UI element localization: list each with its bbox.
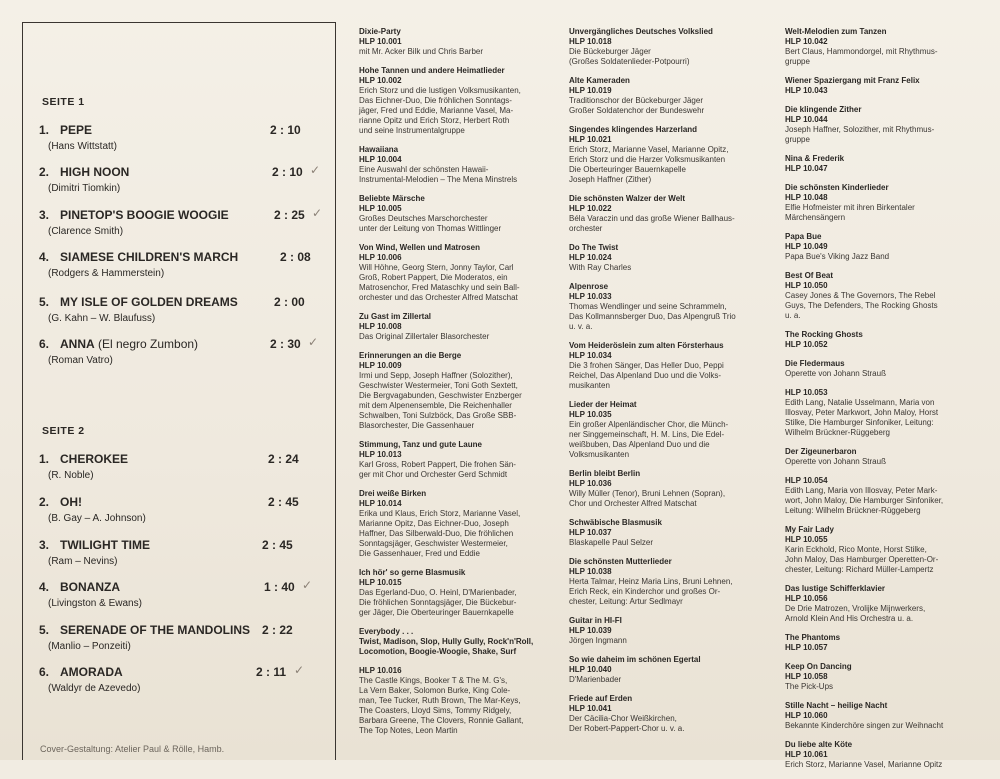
catalog-entry [785, 154, 990, 174]
track-composer: (Roman Vatro) [48, 355, 113, 366]
catalog-entry [359, 489, 559, 559]
catalog-entry [359, 351, 559, 431]
track-s2-1 [22, 452, 336, 488]
track-number: 6. [39, 337, 50, 351]
album-description: Erich Storz und die lustigen Volksmusikanten, [359, 86, 521, 95]
album-description: La Vern Baker, Solomon Burke, King Cole- [359, 686, 511, 695]
album-description: Der Robert-Pappert-Chor u. v. a. [569, 724, 685, 733]
album-description: Will Höhne, Georg Stern, Jonny Taylor, Carl [359, 263, 514, 272]
album-description: Schwalben, Toni Sulzböck, Das Große SBB- [359, 411, 517, 420]
catalog-entry [569, 282, 774, 332]
album-description: Großer Soldatenchor der Bundeswehr [569, 106, 705, 115]
album-title: Keep On Dancing [785, 662, 852, 671]
album-description: Bert Claus, Hammondorgel, mit Rhythmus- [785, 47, 938, 56]
catalog-entry [569, 469, 774, 509]
catalog-number: HLP 10.055 [785, 535, 828, 544]
album-description: chester, Leitung: Richard Müller-Lampertz [785, 565, 934, 574]
catalog-entry [785, 76, 990, 96]
catalog-entry [359, 145, 559, 185]
track-s1-4 [22, 250, 336, 286]
album-description: rianne Opitz und Erich Storz, Herbert Roth [359, 116, 510, 125]
album-description: The Pick-Ups [785, 682, 834, 691]
catalog-number: HLP 10.058 [785, 672, 828, 681]
catalog-number: HLP 10.002 [359, 76, 402, 85]
catalog-entry [569, 341, 774, 391]
track-composer: (Manlio – Ponzeiti) [48, 641, 131, 652]
track-composer: (Ram – Nevins) [48, 556, 118, 567]
handwritten-check-icon: ✓ [294, 663, 305, 677]
catalog-column-1 [359, 27, 559, 745]
catalog-entry [359, 66, 559, 136]
album-title: Lieder der Heimat [569, 400, 637, 409]
album-description: Arnold Klein And His Orchestra u. a. [785, 614, 914, 623]
track-title: PINETOP'S BOOGIE WOOGIE [60, 208, 229, 222]
catalog-number: HLP 10.009 [359, 361, 402, 370]
album-description: Traditionschor der Bückeburger Jäger [569, 96, 703, 105]
handwritten-check-icon: ✓ [302, 578, 313, 592]
album-title: Unvergängliches Deutsches Volkslied [569, 27, 713, 36]
album-title: Die Fledermaus [785, 359, 845, 368]
album-description: The Coasters, Lloyd Sims, Tommy Ridgely, [359, 706, 512, 715]
album-description: Groß, Robert Pappert, Die Moderatos, ein [359, 273, 508, 282]
album-description: Illosvay, Peter Markwort, John Maloy, Horst [785, 408, 939, 417]
album-description: Thomas Wendlinger und seine Schrammeln, [569, 302, 727, 311]
track-s2-3 [22, 538, 336, 574]
album-description: Blaskapelle Paul Selzer [569, 538, 654, 547]
album-description: Chor und Orchester Alfred Matschat [569, 499, 697, 508]
album-title: Alpenrose [569, 282, 609, 291]
catalog-number: HLP 10.033 [569, 292, 612, 301]
track-s1-5 [22, 295, 336, 331]
album-title: The Rocking Ghosts [785, 330, 863, 339]
catalog-number: HLP 10.022 [569, 204, 612, 213]
catalog-column-3 [785, 27, 990, 779]
album-description: Operette von Johann Strauß [785, 369, 886, 378]
track-title: HIGH NOON [60, 165, 130, 179]
album-description: jäger, Fred und Eddie, Marianne Vasel, Ma- [359, 106, 514, 115]
album-description: Stilke, Die Hamburger Sinfoniker, Leitung: [785, 418, 934, 427]
catalog-number: HLP 10.001 [359, 37, 402, 46]
catalog-entry [785, 27, 990, 67]
catalog-number: HLP 10.016 [359, 666, 402, 675]
catalog-entry [785, 740, 990, 770]
album-description: Sonntagsjäger, Geschwister Westermeier, [359, 539, 508, 548]
track-time: 2 : 22 [262, 623, 293, 637]
track-number: 6. [39, 665, 50, 679]
track-s1-1 [22, 123, 336, 159]
album-title: Stille Nacht – heilige Nacht [785, 701, 888, 710]
catalog-entry [785, 105, 990, 145]
album-title: Ich hör' so gerne Blasmusik [359, 568, 466, 577]
album-description: Papa Bue's Viking Jazz Band [785, 252, 890, 261]
catalog-number: HLP 10.050 [785, 281, 828, 290]
track-s1-3 [22, 208, 336, 244]
track-s1-6 [22, 337, 336, 373]
catalog-number: HLP 10.015 [359, 578, 402, 587]
catalog-entry [785, 633, 990, 653]
track-title: OH! [60, 495, 82, 509]
album-title: Hohe Tannen und andere Heimatlieder [359, 66, 505, 75]
album-description: u. a. [785, 311, 801, 320]
album-title: So wie daheim im schönen Egertal [569, 655, 701, 664]
catalog-number: HLP 10.038 [569, 567, 612, 576]
catalog-entry [359, 440, 559, 480]
catalog-entry [785, 662, 990, 692]
catalog-number: HLP 10.034 [569, 351, 612, 360]
album-title: Die schönsten Kinderlieder [785, 183, 889, 192]
album-description: Béla Varaczin und das große Wiener Ballhaus- [569, 214, 735, 223]
catalog-number: HLP 10.044 [785, 115, 828, 124]
album-description: Der Cäcilia-Chor Weißkirchen, [569, 714, 677, 723]
album-title: Twist, Madison, Slop, Hully Gully, Rock'n'Roll, [359, 637, 534, 646]
track-title: BONANZA [60, 580, 120, 594]
catalog-number: HLP 10.040 [569, 665, 612, 674]
album-description: Bekannte Kinderchöre singen zur Weihnacht [785, 721, 944, 730]
catalog-entry [785, 232, 990, 262]
track-s1-2 [22, 165, 336, 201]
album-description: Marianne Opitz, Das Eichner-Duo, Joseph [359, 519, 509, 528]
track-time: 2 : 25 [274, 208, 305, 222]
track-time: 2 : 45 [268, 495, 299, 509]
track-s2-4 [22, 580, 336, 616]
track-time: 2 : 08 [280, 250, 311, 264]
catalog-entry [569, 655, 774, 685]
track-title: PEPE [60, 123, 93, 137]
album-title: Du liebe alte Köte [785, 740, 853, 749]
catalog-entry [569, 125, 774, 185]
catalog-entry [359, 666, 559, 736]
album-description: Edith Lang, Natalie Usselmann, Maria von [785, 398, 935, 407]
album-title: Do The Twist [569, 243, 619, 252]
track-composer: (Hans Wittstatt) [48, 141, 117, 152]
track-time: 2 : 11 [256, 665, 287, 679]
track-composer: (R. Noble) [48, 470, 94, 481]
catalog-number: HLP 10.043 [785, 86, 828, 95]
album-description: weißbuben, Das Alpenland Duo und die [569, 440, 710, 449]
track-time: 2 : 24 [268, 452, 299, 466]
album-title: Die klingende Zither [785, 105, 862, 114]
album-description: Herta Talmar, Heinz Maria Lins, Bruni Lehnen, [569, 577, 733, 586]
album-description: Erich Storz, Marianne Vasel, Marianne Opitz, [569, 145, 729, 154]
catalog-entry [569, 557, 774, 607]
track-time: 2 : 30 [270, 337, 301, 351]
album-title: Papa Bue [785, 232, 822, 241]
catalog-number: HLP 10.019 [569, 86, 612, 95]
album-description: Edith Lang, Maria von Illosvay, Peter Mark- [785, 486, 938, 495]
catalog-number: HLP 10.053 [785, 388, 828, 397]
album-description: Reichel, Das Alpenland Duo und die Volks- [569, 371, 722, 380]
track-composer: (Dimitri Tiomkin) [48, 183, 121, 194]
album-description: man, Tee Tucker, Ruth Brown, The Mar-Keys, [359, 696, 521, 705]
album-title: Die schönsten Walzer der Welt [569, 194, 686, 203]
catalog-number: HLP 10.048 [785, 193, 828, 202]
track-composer: (Rodgers & Hammerstein) [48, 268, 165, 279]
track-s2-5 [22, 623, 336, 659]
album-title: The Phantoms [785, 633, 841, 642]
catalog-entry [569, 694, 774, 734]
track-time: 2 : 00 [274, 295, 305, 309]
catalog-entry [785, 701, 990, 731]
album-description: ner Singgemeinschaft, H. M. Lins, Die Edel- [569, 430, 725, 439]
album-description: Erika und Klaus, Erich Storz, Marianne Vasel, [359, 509, 521, 518]
album-title: Alte Kameraden [569, 76, 630, 85]
catalog-entry [785, 183, 990, 223]
album-description: Die fröhlichen Sonntagsjäger, Die Bückebur- [359, 598, 517, 607]
track-title: MY ISLE OF GOLDEN DREAMS [60, 295, 238, 309]
track-title: CHEROKEE [60, 452, 129, 466]
track-s2-2 [22, 495, 336, 531]
album-description: ger Jäger, Die Oberteuringer Bauernkapelle [359, 608, 514, 617]
album-description: Karl Gross, Robert Pappert, Die frohen Sän- [359, 460, 516, 469]
track-composer: (Clarence Smith) [48, 226, 124, 237]
album-title: Welt-Melodien zum Tanzen [785, 27, 887, 36]
album-description: unter der Leitung von Thomas Wittlinger [359, 224, 502, 233]
catalog-entry [569, 194, 774, 234]
track-title: AMORADA [60, 665, 123, 679]
catalog-number: HLP 10.061 [785, 750, 828, 759]
track-number: 5. [39, 295, 50, 309]
album-title: Schwäbische Blasmusik [569, 518, 662, 527]
album-description: Leitung: Wilhelm Brückner-Rüggeberg [785, 506, 921, 515]
album-description: Joseph Haffner, Solozither, mit Rhythmus- [785, 125, 935, 134]
album-title: Nina & Frederik [785, 154, 845, 163]
catalog-entry [569, 76, 774, 116]
album-description: Willy Müller (Tenor), Bruni Lehnen (Sopran), [569, 489, 726, 498]
catalog-entry [785, 476, 990, 516]
catalog-entry [785, 525, 990, 575]
catalog-number: HLP 10.021 [569, 135, 612, 144]
catalog-entry [359, 194, 559, 234]
track-number: 1. [39, 452, 50, 466]
track-composer: (G. Kahn – W. Blaufuss) [48, 313, 156, 324]
album-description: Casey Jones & The Governors, The Rebel [785, 291, 936, 300]
album-description: mit Mr. Acker Bilk und Chris Barber [359, 47, 484, 56]
album-description: Volksmusikanten [569, 450, 630, 459]
catalog-entry [785, 447, 990, 467]
album-title: Guitar in HI-FI [569, 616, 622, 625]
track-title: ANNA (El negro Zumbon) [60, 337, 199, 351]
handwritten-check-icon: ✓ [310, 163, 321, 177]
album-description: ger mit Chor und Orchester Gerd Schmidt [359, 470, 508, 479]
catalog-number: HLP 10.036 [569, 479, 612, 488]
catalog-entry [359, 27, 559, 57]
album-description: Irmi und Sepp, Joseph Haffner (Solozither), [359, 371, 513, 380]
catalog-number: HLP 10.049 [785, 242, 828, 251]
track-composer: (B. Gay – A. Johnson) [48, 513, 146, 524]
catalog-number: HLP 10.013 [359, 450, 402, 459]
album-title: Wiener Spaziergang mit Franz Felix [785, 76, 920, 85]
album-description: Instrumental-Melodien – The Mena Minstrels [359, 175, 518, 184]
album-description: John Maloy, Das Hamburger Operetten-Or- [785, 555, 939, 564]
album-title: Beliebte Märsche [359, 194, 425, 203]
handwritten-check-icon: ✓ [312, 206, 323, 220]
catalog-number: HLP 10.035 [569, 410, 612, 419]
catalog-number: HLP 10.014 [359, 499, 402, 508]
catalog-entry [785, 359, 990, 379]
track-number: 2. [39, 495, 50, 509]
album-description: Guys, The Defenders, The Rocking Ghosts [785, 301, 938, 310]
album-description: Elfie Hofmeister mit ihren Birkentaler [785, 203, 915, 212]
side-2-title: SEITE 2 [42, 425, 85, 437]
album-description: orchester [569, 224, 603, 233]
catalog-number: HLP 10.052 [785, 340, 828, 349]
catalog-number: HLP 10.024 [569, 253, 612, 262]
track-time: 2 : 45 [262, 538, 293, 552]
album-description: gruppe [785, 57, 810, 66]
track-number: 3. [39, 538, 50, 552]
album-description: (Großes Soldatenlieder-Potpourri) [569, 57, 690, 66]
catalog-number: HLP 10.004 [359, 155, 402, 164]
album-description: With Ray Charles [569, 263, 632, 272]
track-composer: (Waldyr de Azevedo) [48, 683, 141, 694]
album-description: Die Bückeburger Jäger [569, 47, 651, 56]
album-description: u. v. a. [569, 322, 593, 331]
album-description: Geschwister Westermeier, Toni Goth Sextett, [359, 381, 518, 390]
album-title: Drei weiße Birken [359, 489, 427, 498]
album-description: Barbara Greene, The Clovers, Ronnie Gallant, [359, 716, 524, 725]
album-title: Der Zigeunerbaron [785, 447, 857, 456]
album-description: Das Egerland-Duo, O. Heinl, D'Marienbader, [359, 588, 517, 597]
album-description: Das Eichner-Duo, Die fröhlichen Sonntags- [359, 96, 512, 105]
track-title: SERENADE OF THE MANDOLINS [60, 623, 251, 637]
catalog-number: HLP 10.039 [569, 626, 612, 635]
track-number: 1. [39, 123, 50, 137]
catalog-number: HLP 10.047 [785, 164, 828, 173]
album-description: Erich Storz und die Harzer Volksmusikanten [569, 155, 726, 164]
catalog-entry [569, 400, 774, 460]
track-s2-6 [22, 665, 336, 701]
album-description: wort, John Maloy, Die Hamburger Sinfoniker, [785, 496, 944, 505]
catalog-entry [569, 243, 774, 273]
catalog-number: HLP 10.042 [785, 37, 828, 46]
album-title: Vom Heideröslein zum alten Försterhaus [569, 341, 724, 350]
album-description: Jörgen Ingmann [569, 636, 627, 645]
track-title: SIAMESE CHILDREN'S MARCH [60, 250, 239, 264]
catalog-number: Locomotion, Boogie-Woogie, Shake, Surf [359, 647, 517, 656]
album-description: Die Oberteuringer Bauernkapelle [569, 165, 686, 174]
album-description: Märchensängern [785, 213, 846, 222]
track-number: 4. [39, 580, 50, 594]
album-description: Matrosenchor, Fred Mataschky und sein Ball- [359, 283, 520, 292]
catalog-entry [359, 627, 559, 637]
track-number: 4. [39, 250, 50, 264]
album-description: mit dem Alpenensemble, Die Reichenhaller [359, 401, 512, 410]
catalog-entry [785, 271, 990, 321]
catalog-number: HLP 10.018 [569, 37, 612, 46]
album-description: Das Kollmannsberger Duo, Das Alpengruß Trio [569, 312, 736, 321]
catalog-column-2 [569, 27, 774, 743]
album-title: Singendes klingendes Harzerland [569, 125, 698, 134]
album-description: chester, Leitung: Artur Sedlmayr [569, 597, 683, 606]
catalog-number: HLP 10.054 [785, 476, 828, 485]
album-title: Von Wind, Wellen und Matrosen [359, 243, 480, 252]
album-title: Friede auf Erden [569, 694, 633, 703]
track-title: TWILIGHT TIME [60, 538, 150, 552]
album-title: Das lustige Schifferklavier [785, 584, 886, 593]
track-number: 2. [39, 165, 50, 179]
album-description: Eine Auswahl der schönsten Hawaii- [359, 165, 489, 174]
catalog-entry [785, 388, 990, 438]
handwritten-check-icon: ✓ [308, 335, 319, 349]
catalog-entry [359, 243, 559, 303]
catalog-entry [569, 518, 774, 548]
album-title: Dixie-Party [359, 27, 401, 36]
track-time: 1 : 40 [264, 580, 295, 594]
catalog-number: HLP 10.037 [569, 528, 612, 537]
album-description: De Drie Matrozen, Vrolijke Mijnwerkers, [785, 604, 926, 613]
album-description: und seine Instrumentalgruppe [359, 126, 465, 135]
track-number: 3. [39, 208, 50, 222]
catalog-entry [359, 637, 559, 657]
album-title: Berlin bleibt Berlin [569, 469, 641, 478]
album-description: Die Bergvagabunden, Geschwister Enzberger [359, 391, 522, 400]
album-title: Zu Gast im Zillertal [359, 312, 432, 321]
catalog-entry [785, 584, 990, 624]
album-description: Haffner, Das Silberwald-Duo, Die fröhlichen [359, 529, 514, 538]
side-1-title: SEITE 1 [42, 96, 85, 108]
album-description: gruppe [785, 135, 810, 144]
catalog-entry [359, 312, 559, 342]
catalog-number: HLP 10.056 [785, 594, 828, 603]
album-description: The Top Notes, Leon Martin [359, 726, 458, 735]
album-description: musikanten [569, 381, 610, 390]
album-title: Everybody . . . [359, 627, 414, 636]
album-description: D'Marienbader [569, 675, 622, 684]
album-description: Erich Storz, Marianne Vasel, Marianne Opitz [785, 760, 943, 769]
album-description: Die Gassenhauer, Fred und Eddie [359, 549, 480, 558]
album-description: The Castle Kings, Booker T & The M. G's, [359, 676, 508, 685]
catalog-entry [359, 568, 559, 618]
album-description: Karin Eckhold, Rico Monte, Horst Stilke, [785, 545, 927, 554]
album-title: Best Of Beat [785, 271, 834, 280]
album-description: Erich Reck, ein Kinderchor und großes Or- [569, 587, 721, 596]
album-description: Operette von Johann Strauß [785, 457, 886, 466]
catalog-number: HLP 10.006 [359, 253, 402, 262]
catalog-number: HLP 10.057 [785, 643, 828, 652]
album-description: Blasorchester, Die Gassenhauer [359, 421, 475, 430]
album-title: My Fair Lady [785, 525, 834, 534]
album-description: Joseph Haffner (Zither) [569, 175, 652, 184]
catalog-number: HLP 10.060 [785, 711, 828, 720]
album-description: Großes Deutsches Marschorchester [359, 214, 488, 223]
track-composer: (Livingston & Ewans) [48, 598, 142, 609]
album-title: Stimmung, Tanz und gute Laune [359, 440, 482, 449]
album-title: Erinnerungen an die Berge [359, 351, 462, 360]
album-title: Hawaiiana [359, 145, 399, 154]
catalog-number: HLP 10.041 [569, 704, 612, 713]
album-description: Wilhelm Brückner-Rüggeberg [785, 428, 890, 437]
catalog-entry [569, 616, 774, 646]
track-time: 2 : 10 [270, 123, 301, 137]
album-description: Das Original Zillertaler Blasorchester [359, 332, 490, 341]
cover-credit: Cover-Gestaltung: Atelier Paul & Rölle, Hamb. [40, 744, 225, 754]
catalog-number: HLP 10.005 [359, 204, 402, 213]
album-description: orchester und das Orchester Alfred Matschat [359, 293, 518, 302]
track-time: 2 : 10 [272, 165, 303, 179]
track-number: 5. [39, 623, 50, 637]
catalog-entry [785, 330, 990, 350]
album-title: Die schönsten Mutterlieder [569, 557, 672, 566]
catalog-entry [569, 27, 774, 67]
catalog-number: HLP 10.008 [359, 322, 402, 331]
album-description: Ein großer Alpenländischer Chor, die Münch- [569, 420, 729, 429]
album-description: Die 3 frohen Sänger, Das Heller Duo, Peppi [569, 361, 724, 370]
